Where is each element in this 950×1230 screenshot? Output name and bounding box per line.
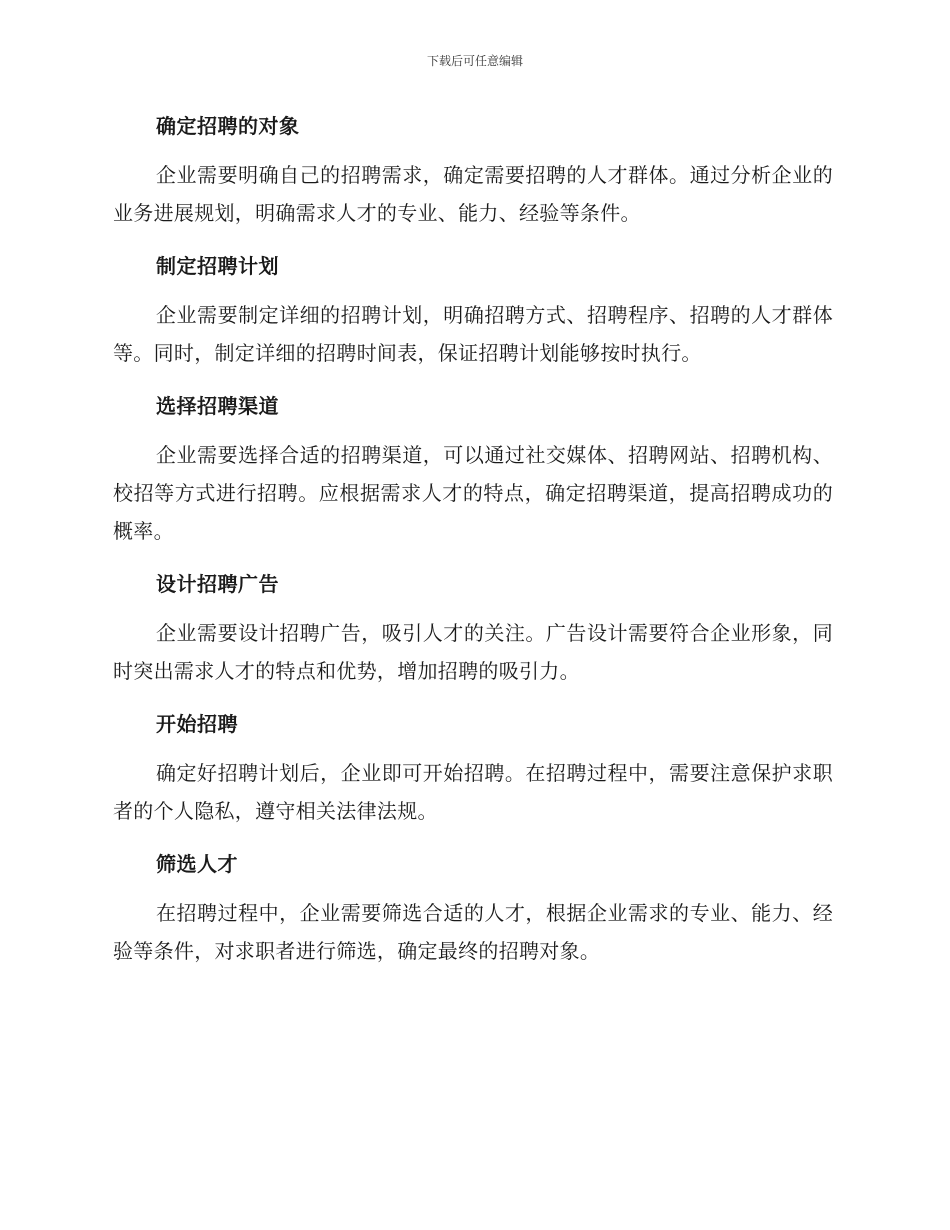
section-paragraph: 确定好招聘计划后，企业即可开始招聘。在招聘过程中，需要注意保护求职者的个人隐私，遵守相关法律法规。	[113, 761, 833, 823]
section-heading: 筛选人才	[156, 852, 238, 876]
document-content	[113, 108, 833, 986]
section-start-recruit	[113, 706, 833, 830]
section-recruit-ad	[113, 566, 833, 690]
section-heading: 开始招聘	[156, 712, 238, 736]
section-paragraph: 企业需要制定详细的招聘计划，明确招聘方式、招聘程序、招聘的人才群体等。同时，制定详细的招聘时间表，保证招聘计划能够按时执行。	[113, 303, 833, 365]
page-header: 下载后可任意编辑	[426, 54, 523, 68]
section-recruit-channel	[113, 388, 833, 550]
section-heading: 设计招聘广告	[156, 572, 279, 596]
section-heading: 制定招聘计划	[156, 254, 279, 278]
section-paragraph: 在招聘过程中，企业需要筛选合适的人才，根据企业需求的专业、能力、经验等条件，对求职者进行筛选，确定最终的招聘对象。	[113, 901, 833, 963]
section-recruit-plan	[113, 248, 833, 372]
section-heading: 选择招聘渠道	[156, 394, 279, 418]
section-paragraph: 企业需要明确自己的招聘需求，确定需要招聘的人才群体。通过分析企业的业务进展规划，明确需求人才的专业、能力、经验等条件。	[113, 163, 833, 225]
section-recruit-target	[113, 108, 833, 232]
section-screen-talent	[113, 846, 833, 970]
section-heading: 确定招聘的对象	[156, 114, 300, 138]
section-paragraph: 企业需要设计招聘广告，吸引人才的关注。广告设计需要符合企业形象，同时突出需求人才的特点和优势，增加招聘的吸引力。	[113, 621, 833, 683]
section-paragraph: 企业需要选择合适的招聘渠道，可以通过社交媒体、招聘网站、招聘机构、校招等方式进行招聘。应根据需求人才的特点，确定招聘渠道，提高招聘成功的概率。	[113, 443, 833, 543]
